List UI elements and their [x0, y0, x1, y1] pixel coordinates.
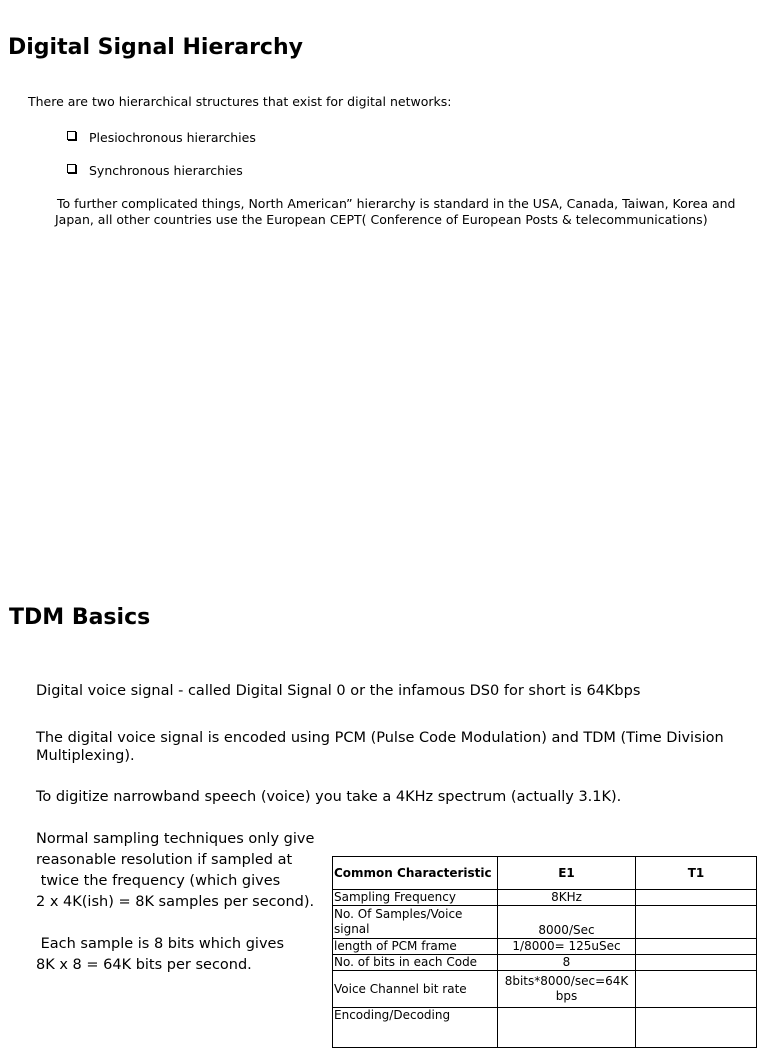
intro-text: There are two hierarchical structures that exist for digital networks:: [28, 94, 452, 109]
checkbox-bullet-icon: [67, 164, 76, 173]
bullet-item: [66, 130, 366, 148]
table-cell: 1/8000= 125uSec: [498, 939, 636, 955]
table-row: [333, 890, 757, 906]
checkbox-bullet-icon: [67, 131, 76, 140]
table-cell: No. of bits in each Code: [333, 955, 498, 971]
table-cell: 8bits*8000/sec=64K bps: [498, 971, 636, 1008]
table-cell: [636, 955, 757, 971]
bullet-label: Plesiochronous hierarchies: [89, 130, 256, 145]
paragraph-line: Multiplexing).: [36, 748, 135, 764]
table-cell: [636, 906, 757, 939]
table-cell: [636, 890, 757, 906]
table-cell: Encoding/Decoding: [333, 1008, 498, 1048]
paragraph-line: Normal sampling techniques only give: [36, 831, 315, 847]
paragraph-line: reasonable resolution if sampled at: [36, 852, 293, 868]
paragraph: Digital voice signal - called Digital Signal 0 or the infamous DS0 for short is 64Kbps: [36, 683, 641, 699]
table-row: [333, 939, 757, 955]
table-cell: Voice Channel bit rate: [333, 971, 498, 1008]
paragraph-line: Each sample is 8 bits which gives: [36, 936, 285, 952]
bullet-item: [66, 163, 366, 181]
table-header-cell: Common Characteristic: [333, 857, 498, 890]
table-cell: [498, 1008, 636, 1048]
page-title: Digital Signal Hierarchy: [8, 35, 303, 60]
table-header-cell: E1: [498, 857, 636, 890]
table-cell: length of PCM frame: [333, 939, 498, 955]
table-row: [333, 1008, 757, 1048]
table-cell: [636, 1008, 757, 1048]
characteristics-table: [332, 856, 757, 1048]
bullet-label: Synchronous hierarchies: [89, 163, 243, 178]
table-header-cell: T1: [636, 857, 757, 890]
paragraph: To digitize narrowband speech (voice) you take a 4KHz spectrum (actually 3.1K).: [36, 789, 622, 805]
table-row: [333, 955, 757, 971]
table-row: [333, 971, 757, 1008]
paragraph-line: The digital voice signal is encoded using PCM (Pulse Code Modulation) and TDM (Time Division: [36, 730, 724, 746]
table-cell: 8000/Sec: [498, 906, 636, 939]
table-cell: 8KHz: [498, 890, 636, 906]
table-cell: Sampling Frequency: [333, 890, 498, 906]
section-title: TDM Basics: [9, 605, 151, 630]
table-header-row: [333, 857, 757, 890]
table-cell: [636, 971, 757, 1008]
note-text-line: To further complicated things, North American” hierarchy is standard in the USA, Canada, Taiwan, Korea and: [57, 196, 736, 211]
table-cell: 8: [498, 955, 636, 971]
paragraph-line: twice the frequency (which gives: [36, 873, 281, 889]
table-row: [333, 906, 757, 939]
table-cell: No. Of Samples/Voice signal: [333, 906, 498, 939]
note-text-line: Japan, all other countries use the European CEPT( Conference of European Posts & telecommunications): [55, 212, 708, 227]
paragraph-line: 2 x 4K(ish) = 8K samples per second).: [36, 894, 315, 910]
table-cell: [636, 939, 757, 955]
paragraph-line: 8K x 8 = 64K bits per second.: [36, 957, 252, 973]
